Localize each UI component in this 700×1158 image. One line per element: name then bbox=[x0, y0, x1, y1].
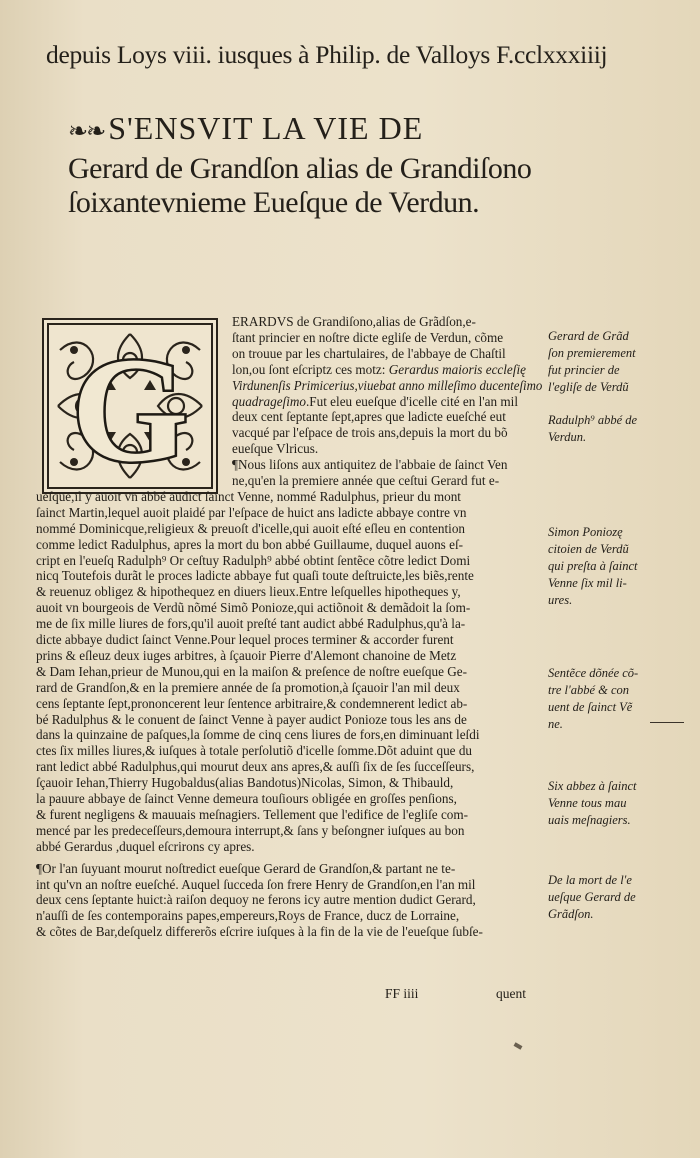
body-line-text: eueſque Vlricus. bbox=[232, 441, 319, 457]
body-line-text: on trouue par les chartulaires, de l'abbaye de Chaſtil bbox=[232, 345, 506, 361]
body-line-text: ſçauoir Iehan,Thierry Hugobaldus(alias Bandotus)Nicolas, Simon, & Thibauld, bbox=[36, 775, 454, 791]
margin-note-line: ueſque Gerard de bbox=[548, 890, 636, 904]
body-line bbox=[36, 892, 542, 908]
margin-note bbox=[548, 412, 678, 446]
body-line bbox=[36, 521, 542, 537]
body-line-text: dans la quinzaine de paſques,la ſomme de cinq cens liures de fors,en diminuant leſdi bbox=[36, 727, 480, 743]
body-line bbox=[232, 425, 542, 441]
body-line bbox=[36, 632, 542, 648]
margin-note-line: citoien de Verdũ bbox=[548, 542, 629, 556]
body-line bbox=[36, 727, 542, 743]
body-line-text: & Dam Iehan,prieur de Munou,qui en la maiſon & preſence de noſtre eueſque Ge- bbox=[36, 663, 468, 679]
body-line-text: bé Radulphus & le conuent de ſainct Venne à payer audict Ponioze tous les ans de bbox=[36, 711, 467, 727]
body-line-italic: Virdunenſis Primicerius,viuebat anno milleſimo ducenteſimo bbox=[232, 377, 543, 393]
body-line bbox=[232, 362, 542, 378]
body-line-text: ſtant princier en noſtre dicte egliſe de Verdun, cõme bbox=[232, 329, 504, 345]
body-line-text: ſainct Martin,lequel auoit plaidé par l'eſpace de huict ans ladicte abbaye contre vn bbox=[36, 504, 467, 520]
body-line-text: me de ſix mille liures de fors,qu'il auoit preſté tant audict abbé Radulphus,qu'à la- bbox=[36, 616, 466, 632]
body-line-text: rard de Grandſon,& en la premiere année de ſa promotion,à ſçauoir l'an mil deux bbox=[36, 679, 460, 695]
margin-note-line: uais meſnagiers. bbox=[548, 813, 631, 827]
margin-note-line: Gerard de Grãd bbox=[548, 329, 629, 343]
margin-note bbox=[548, 328, 678, 396]
margin-note-line: qui preſta à ſainct bbox=[548, 559, 638, 573]
body-line bbox=[232, 330, 542, 346]
fleuron-ornament: ❧❧ bbox=[68, 119, 105, 145]
body-line bbox=[36, 537, 542, 553]
ink-smudge bbox=[514, 1042, 523, 1049]
body-line-text: prins & eſleuz deux iuges arbitres, à ſçauoir Pierre d'Alemont chanoine de Metz bbox=[36, 647, 457, 663]
body-line bbox=[36, 696, 542, 712]
margin-note-line: Sentẽce dõnée cõ- bbox=[548, 666, 639, 680]
margin-note-line: Radulph⁹ abbé de bbox=[548, 413, 638, 427]
body-line bbox=[232, 346, 542, 362]
chapter-title bbox=[68, 110, 423, 147]
body-line-text: ¶Or l'an ſuyuant mourut noſtredict eueſque Gerard de Grandſon,& partant ne te- bbox=[36, 860, 456, 876]
body-line bbox=[36, 616, 542, 632]
running-head: depuis Loys viii. iusques à Philip. de Valloys F.cclxxxiiij bbox=[46, 40, 608, 69]
body-line-text: abbé Gerardus ,duquel eſcrirons cy apres. bbox=[36, 838, 255, 854]
body-line bbox=[36, 743, 542, 759]
body-line bbox=[36, 648, 542, 664]
body-line bbox=[36, 712, 542, 728]
body-line bbox=[36, 584, 542, 600]
body-line-text: ueſque,il y auoit vn abbé audict ſainct Venne, nommé Radulphus, prieur du mont bbox=[36, 488, 461, 504]
body-line-text: ERARDVS de Grandiſono,alias de Grãdſon,e- bbox=[232, 314, 476, 329]
body-line bbox=[36, 680, 542, 696]
body-line bbox=[36, 568, 542, 584]
body-line-text: & furent negligens & mauuais meſnagiers. Tellement que l'edifice de l'egliſe com- bbox=[36, 806, 469, 822]
body-line-text: dicte abbaye dudict ſainct Venne.Pour lequel proces terminer & accorder furent bbox=[36, 632, 454, 647]
body-line-text: ¶Nous liſons aux antiquitez de l'abbaie de ſainct Ven bbox=[232, 457, 508, 473]
signature-mark: FF iiii bbox=[385, 986, 419, 1001]
body-line bbox=[232, 394, 542, 410]
body-line-text: la pauure abbaye de ſainct Venne demeura touſiours obligée en groſſes penſions, bbox=[36, 791, 457, 806]
body-line bbox=[232, 441, 542, 457]
decorated-initial bbox=[42, 318, 218, 494]
margin-note-line: ne. bbox=[548, 717, 563, 731]
body-line bbox=[36, 924, 542, 940]
body-line bbox=[36, 839, 542, 855]
body-line bbox=[36, 908, 542, 924]
body-line-text: int qu'vn an noſtre eueſché. Auquel ſucceda ſon frere Henry de Grandſon,en l'an mil bbox=[36, 876, 476, 892]
chapter-title-line2: Gerard de Grandſon alias de Grandiſono bbox=[68, 152, 532, 185]
body-line bbox=[232, 377, 543, 394]
margin-note-line: tre l'abbé & con bbox=[548, 683, 630, 697]
margin-note-line: Grãdſon. bbox=[548, 907, 594, 921]
body-line bbox=[36, 600, 542, 616]
body-line bbox=[36, 505, 542, 521]
body-line-italic: quadrageſimo bbox=[232, 393, 306, 409]
margin-note-line: fut princier de bbox=[548, 363, 620, 377]
margin-note-line: ſon premierement bbox=[548, 346, 636, 360]
margin-note-line: Verdun. bbox=[548, 430, 587, 444]
body-line-text: vacqué par l'eſpace de trois ans,depuis la mort du bõ bbox=[232, 425, 508, 441]
body-line-text: rant ledict abbé Radulphus,qui mourut deux ans apres,& auſſi ſix de ſes ſucceſſeurs, bbox=[36, 759, 475, 775]
margin-note-line: Venne tous mau bbox=[548, 796, 627, 810]
body-line-text: nicq Toutefois durãt le proces ladicte abbaye fut quaſi toute deſtruicte,les biẽs,rente bbox=[36, 568, 474, 584]
margin-note-line: uent de ſainct Vẽ bbox=[548, 700, 633, 714]
margin-note-line: ures. bbox=[548, 593, 573, 607]
decorated-initial-art bbox=[44, 320, 216, 492]
body-line bbox=[36, 759, 542, 775]
body-line bbox=[36, 553, 542, 569]
body-line bbox=[232, 473, 542, 489]
margin-note-line: Simon Poniozę bbox=[548, 525, 623, 539]
body-line-text: nommé Dominicque,religieux & preuoſt d'icelle,qui auoit eſté eſleu en contention bbox=[36, 520, 466, 536]
body-line bbox=[36, 861, 542, 877]
chapter-title-line1: S'ENSVIT LA VIE DE bbox=[108, 110, 424, 146]
body-line bbox=[36, 823, 542, 839]
margin-note-line: De la mort de l'e bbox=[548, 873, 632, 887]
body-line bbox=[232, 457, 542, 473]
body-line-text: cript en l'eueſq Radulph⁹ Or ceſtuy Radulph⁹ abbé obtint ſentẽce cõtre ledict Domi bbox=[36, 552, 471, 568]
body-line bbox=[36, 791, 542, 807]
body-line-text: ne,qu'en la premiere année que ceſtui Gerard fut e- bbox=[232, 473, 500, 488]
margin-note-line: Six abbez à ſainct bbox=[548, 779, 637, 793]
body-line-text: & cõtes de Bar,deſquelz differerõs eſcrire iuſques à la fin de la vie de l'eueſque ſubſe- bbox=[36, 924, 483, 940]
body-line bbox=[36, 489, 542, 505]
margin-note-line: Venne ſix mil li- bbox=[548, 576, 627, 590]
body-line bbox=[232, 409, 542, 425]
body-line-text: cens ſeptante ſept,prononcerent leur ſentence arbitraire,& condemnerent ledict ab- bbox=[36, 695, 468, 711]
body-line-text: mencé par les predeceſſeurs,demoura interrupt,& ſans y beſongner iuſques au bon bbox=[36, 822, 465, 838]
body-line bbox=[36, 775, 542, 791]
body-line bbox=[36, 877, 542, 893]
body-line-text: ctes ſix milles liures,& iuſques à totale perſolutiõ d'icelle ſomme.Dõt aduint que du bbox=[36, 743, 473, 759]
initial-letter: G bbox=[71, 327, 189, 492]
margin-note bbox=[548, 524, 678, 609]
chapter-title-line3: ſoixantevnieme Eueſque de Verdun. bbox=[68, 186, 480, 219]
margin-note-line: l'egliſe de Verdũ bbox=[548, 380, 629, 394]
body-line-text: & reuenuz obligez & hipothequez en diuers lieux.Entre leſquelles hipotheques y, bbox=[36, 584, 461, 600]
margin-note bbox=[548, 778, 678, 829]
body-line bbox=[36, 807, 542, 823]
body-line bbox=[232, 314, 542, 330]
catchword: quent bbox=[496, 986, 526, 1001]
body-line-italic: Gerardus maioris eccleſię bbox=[388, 361, 526, 377]
body-line-text: lon,ou ſont eſcriptz ces motz: bbox=[232, 361, 389, 377]
body-line bbox=[36, 664, 542, 680]
body-line-text: comme ledict Radulphus, apres la mort du bon abbé Guillaume, duquel auons eſ- bbox=[36, 536, 464, 552]
body-line-text: .Fut eleu eueſque d'icelle cité en l'an mil bbox=[306, 393, 519, 409]
body-line-text: n'auſſi de ſes contemporains papes,empereurs,Roys de France, ducz de Lorraine, bbox=[36, 908, 460, 924]
margin-rule bbox=[650, 722, 684, 723]
body-line-text: deux cens ſeptante huict:à raiſon dequoy ne ferons icy autre mention dudict Gerard, bbox=[36, 892, 476, 908]
body-line-text: auoit vn bourgeois de Verdũ nõmé Simõ Ponioze,qui actiõnoit & demãdoit la ſom- bbox=[36, 600, 471, 616]
margin-note bbox=[548, 872, 678, 923]
body-line-text: deux cent ſeptante ſept,apres que ladicte eueſché eut bbox=[232, 409, 506, 425]
